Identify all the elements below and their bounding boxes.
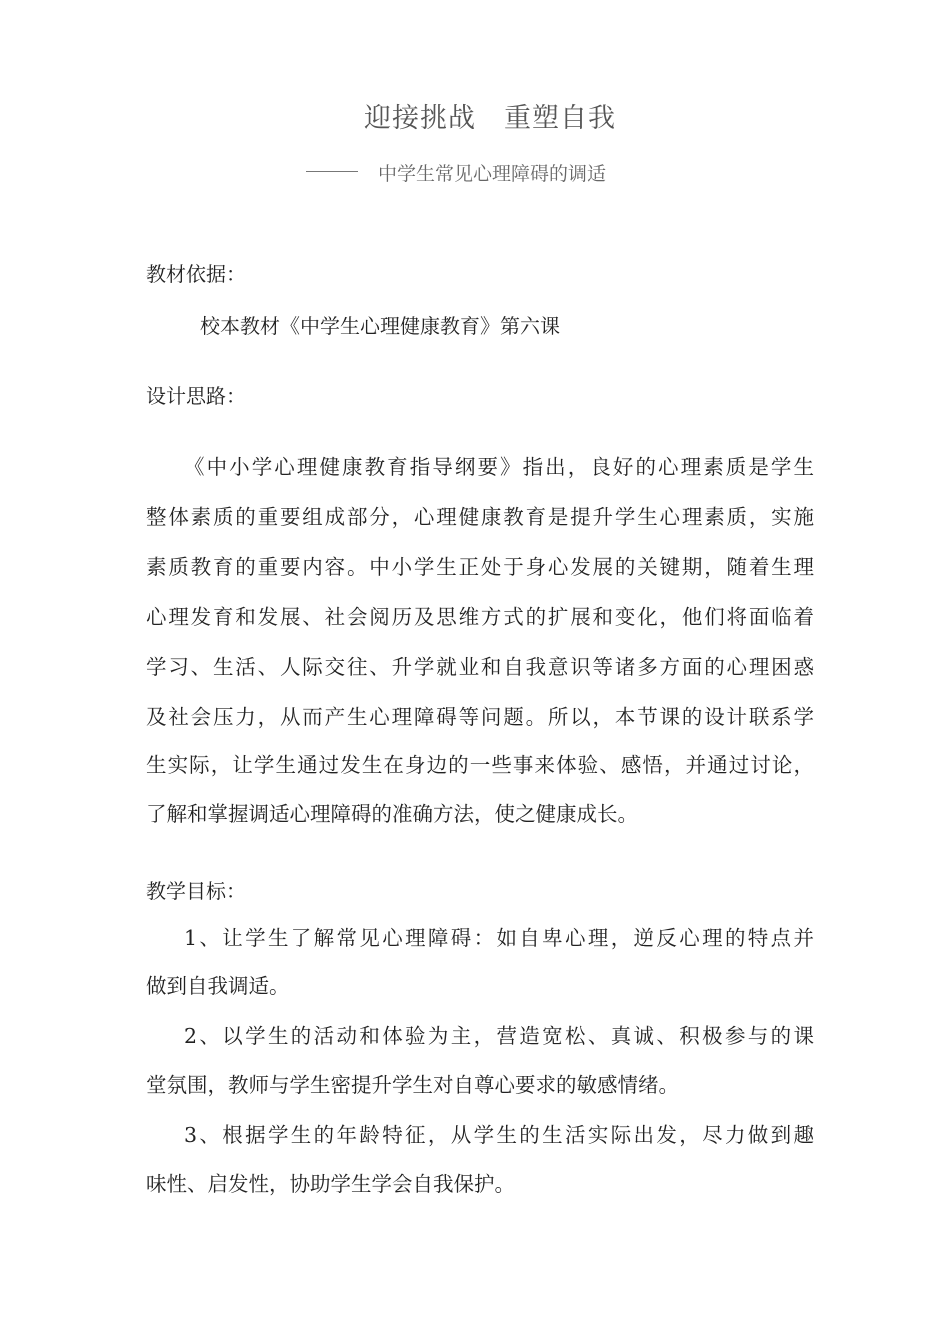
goal-item-1-line-2: 做到自我调适。 (146, 974, 290, 998)
design-line: 了解和掌握调适心理障碍的准确方法，使之健康成长。 (146, 802, 638, 826)
design-line: 《中小学心理健康教育指导纲要》指出，良好的心理素质是学生 (184, 455, 814, 479)
document-subtitle (306, 159, 606, 186)
subtitle-dash (306, 171, 358, 172)
goal-item-2-line-2: 堂氛围，教师与学生密提升学生对自尊心要求的敏感情绪。 (146, 1073, 679, 1097)
section-heading-design: 设计思路： (146, 384, 246, 408)
goal-item-3-line-1: 3、根据学生的年龄特征，从学生的生活实际出发，尽力做到趣 (184, 1123, 814, 1147)
document-title: 迎接挑战 重塑自我 (364, 103, 616, 134)
design-line: 心理发育和发展、社会阅历及思维方式的扩展和变化，他们将面临着 (146, 605, 814, 629)
section-heading-basis: 教材依据： (146, 262, 246, 286)
design-line: 整体素质的重要组成部分，心理健康教育是提升学生心理素质，实施 (146, 505, 814, 529)
goal-item-3-line-2: 味性、启发性，协助学生学会自我保护。 (146, 1172, 515, 1196)
design-line: 素质教育的重要内容。中小学生正处于身心发展的关键期，随着生理 (146, 555, 814, 579)
design-line: 学习、生活、人际交往、升学就业和自我意识等诸多方面的心理困惑 (146, 655, 814, 679)
design-line: 及社会压力，从而产生心理障碍等问题。所以，本节课的设计联系学 (146, 705, 814, 729)
goal-item-1-line-1: 1、让学生了解常见心理障碍：如自卑心理，逆反心理的特点并 (184, 926, 814, 950)
goal-item-2-line-1: 2、以学生的活动和体验为主，营造宽松、真诚、积极参与的课 (184, 1024, 814, 1048)
design-line: 生实际，让学生通过发生在身边的一些事来体验、感悟，并通过讨论， (146, 753, 814, 777)
basis-text: 校本教材《中学生心理健康教育》第六课 (200, 314, 560, 338)
section-heading-goals: 教学目标： (146, 879, 246, 903)
subtitle-text: 中学生常见心理障碍的调适 (378, 163, 607, 185)
